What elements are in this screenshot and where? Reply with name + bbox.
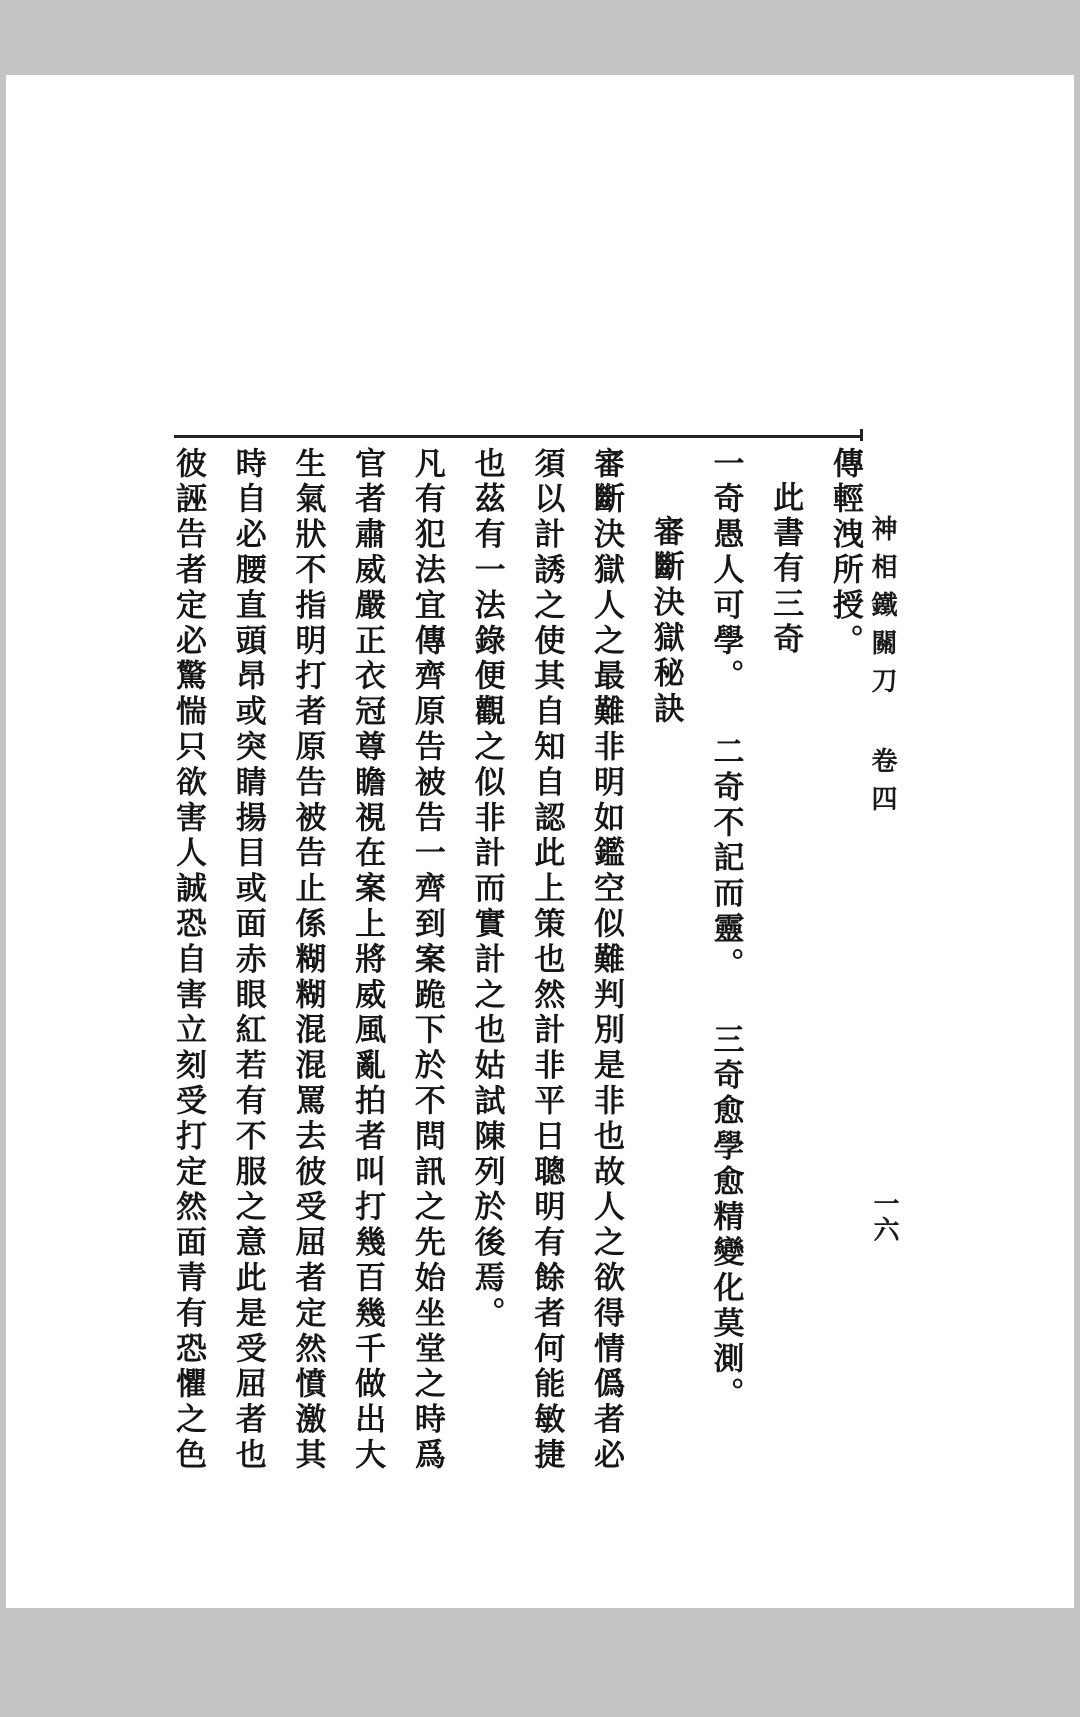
book-page <box>6 75 1074 1608</box>
running-head-title: 神相鐵關刀 卷四 <box>867 515 897 823</box>
text-column: 此書有三奇 <box>767 481 804 658</box>
text-column: 審斷決獄人之最難非明如鑑空似難判別是非也故人之欲得情僞者必 <box>588 447 625 1474</box>
text-column: 凡有犯法宜傳齊原告被告一齊到案跪下於不問訊之先始坐堂之時爲 <box>408 447 445 1474</box>
text-column: 時自必腰直頭昂或突睛揚目或面赤眼紅若有不服之意此是受屈者也 <box>229 447 266 1474</box>
text-column: 傳輕洩所授。 <box>826 447 863 660</box>
text-column: 須以計誘之使其自知自認此上策也然計非平日聰明有餘者何能敏捷 <box>528 447 565 1474</box>
body-text <box>170 447 863 1717</box>
text-column: 一奇愚人可學。 二奇不記而靈。 三奇愈學愈精變化莫測。 <box>707 447 744 1413</box>
section-heading: 審斷決獄秘訣 <box>647 515 684 728</box>
text-column: 官者肅威嚴正衣冠尊瞻視在案上將威風亂拍者叫打幾百幾千做出大 <box>349 447 386 1474</box>
text-column: 也茲有一法錄便觀之似非計而實計之也姑試陳列於後焉。 <box>468 447 505 1332</box>
text-column: 生氣狀不指明打者原告被告止係糊糊混混罵去彼受屈者定然憤激其 <box>289 447 326 1474</box>
page-number: 一六 <box>869 1190 899 1242</box>
header-rule <box>174 435 862 438</box>
text-column: 彼誣告者定必驚惴只欲害人誠恐自害立刻受打定然面青有恐懼之色 <box>170 447 206 1474</box>
header-rule-tick <box>860 429 863 441</box>
